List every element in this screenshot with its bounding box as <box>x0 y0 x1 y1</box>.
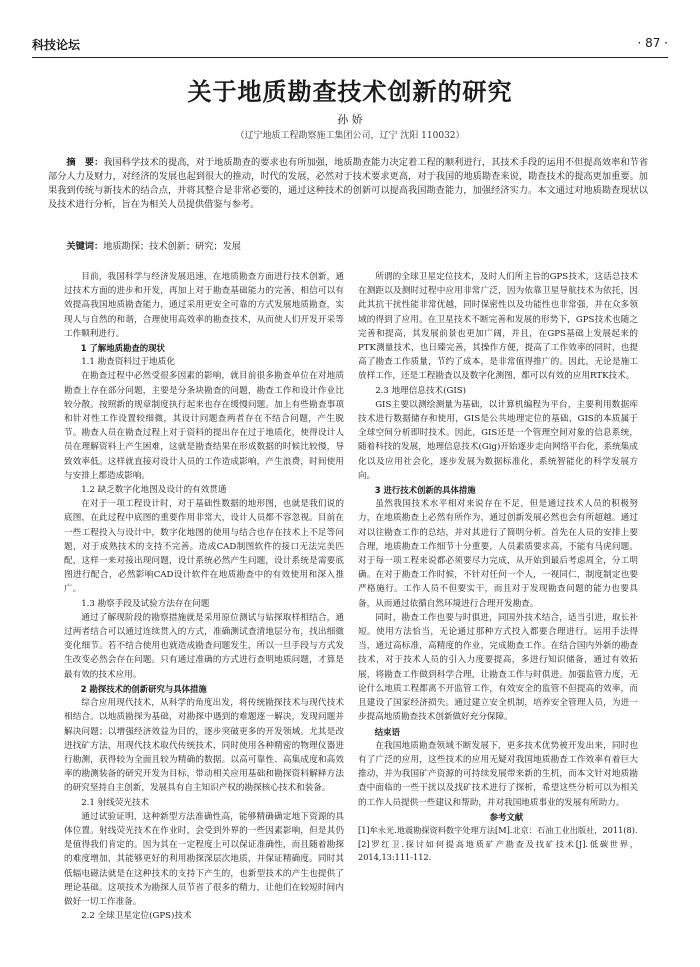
page-number: · 87 · <box>637 36 668 50</box>
paragraph: 在我国地质勘查领域不断发展下，更多技术优势被开发出来，同时也有了广泛的应用，这些技术的应用无疑对我国地质勘查工作效率有着巨大推动，并为我国矿产资源的可持续发展带来新的生机，而本文针对地质勘查中面临的一些干扰以及找矿技术进行了探析，希望这些分析可以为相关的工作人员提供一些建议和帮助，并对我国地质事业的发展有所助力。 <box>358 740 638 808</box>
subsection-heading: 1.2 缺乏数字化地图及设计的有效贯通 <box>81 485 227 496</box>
paragraph: 综合应用现代技术，从科学的角度出发，将传统勘探技术与现代技术相结合。以地质勘探为基础，对勘探中遇到的难题逐一解决，发现问题并解决问题；以增强经济效益为目的，逐步突破更多的开发领域。尤其是改进找矿方法，用现代技术取代传统技术，同时使用各种精密的物理仪器进行勘测，获得较为全面且较为精确的数据。以高可靠性、高集成度和高效率的勘测装备的研究开发为目标，带动相关应用基础和勘探资料解释方法的研究坚持自主创新，发展具有自主知识产权的勘探核心技术和装备。 <box>64 698 344 794</box>
author-affiliation: （辽宁地质工程勘察施工集团公司，辽宁 沈阳 110032） <box>235 131 465 141</box>
subsection-heading: 2.3 地理信息技术(GIS) <box>375 385 467 396</box>
subsection-heading: 2.2 全球卫星定位(GPS)技术 <box>81 911 192 922</box>
reference-entry: [1]牟永光.地震勘探资料数字处理方法[M].北京：石油工业出版社，2011(8). <box>358 824 638 835</box>
subsection-heading: 1.1 勘查资料过于地质化 <box>81 357 175 368</box>
subsection-heading: 1.3 勘察手段及试验方法存在问题 <box>81 598 210 609</box>
references-heading: 参考文献 <box>489 811 524 822</box>
paragraph: 目前，我国科学与经济发展迅速，在地质勘查方面进行技术创新，通过技术方面的进步和开发，再加上对于勘查基础能力的完善，相信可以有效提高我国地质勘查能力，通过采用更安全可靠的方式发展地质勘查，实现人与自然的和谐，合理使用高效率的勘查技术，从而使人们开发开采等工作顺利进行。 <box>64 272 344 339</box>
section-heading: 结束语 <box>374 726 400 737</box>
article-author: 孙 娇 <box>337 113 363 126</box>
article-title: 关于地质勘查技术创新的研究 <box>187 77 513 106</box>
section-heading: 2 勘探技术的创新研究与具体措施 <box>80 683 207 694</box>
abstract-text: 我国科学技术的提高，对于地质勘查的要求也有所加强，地质勘查能力决定着工程的顺利进行，其技术手段的运用不但提高效率和节省部分人力及财力，对经济的发展也起到很大的推动，时代的发展，必然对于技术要求更高，对于我国的地质勘查来说，勘查技术的提高更加重要。加果我到传统与新技术的结合点，并将其整合是非常必要的，通过这种技术的创新可以提高我国勘查能力，加强经济实力。本文通过对地质勘查现状以及技术进行分析，旨在为相关人员提供借鉴与参考。 <box>48 157 649 210</box>
section-heading: 1 了解地质勘查的现状 <box>80 343 165 354</box>
section-heading: 3 进行技术创新的具体措施 <box>374 485 476 496</box>
journal-name: 科技论坛 <box>32 38 81 52</box>
paragraph: 虽然我国技术水平相对来说存在不足，但是通过技术人员的积极努力，在地质勘查上必然有所作为，通过创新发展必然也会有所超越。通过对以往勘查工作的总结，并对其进行了简明分析。首先在人员的安排上要合理，地质勘查工作细节十分重要，人员素质要求高，不能有马虎问题。对于每一项工程来说都必须要尽力完成，从开始到最后考虑周全，分工明确。在对于勘查工作时候，不针对任何一个人，一视同仁，制度制定也要严格施行。工作人员不但要实干，而且对于发现勘查问题的能力也要具备，从而通过依循自然环境进行合理开发勘查。 <box>358 499 638 609</box>
paragraph: 在勘查过程中必然受很多因素的影响，就目前很多勘查单位在对地质勘查上存在部分问题，主要是分条块勘查的问题，勘查工作和设计作业比较分散。按照新的规章制度执行起来也存在缓慢问题。加上有些勘查事项和针对性工作设置较细微，其设计问题查两者存在不结合问题，产生脱节。勘查人员在勘查过程上对于资料的提出存在过于地质化，使得设计人员在理解资料上产生困难，这就是勘查结果在形成数据的时候比较慢，导致效率低。这样就直接对设计人员的工作造成影响，产生浪费，时间使用与安排上都造成影响。 <box>64 371 344 481</box>
subsection-heading: 2.1 射线荧光技术 <box>81 797 150 808</box>
right-column <box>358 270 638 865</box>
paragraph: 在对于一项工程设计时，对于基础性数据的地形图，也就是我们说的底图，在此过程中底图的重要作用非常大，设计人员都不容忽视。目前在一些工程投入与设计中，数字化地图的使用与结合也存在技术上不足等问题，对于成熟技术的支持不完善。造成CAD制图软件的接口无法完美匹配，这样一来对接出现问题，设计系统必然产生问题，设计系统是需要底图进行配合，必然影响CAD设计软件在地质勘查中的有效使用和深入推广。 <box>64 499 344 595</box>
abstract <box>48 156 648 212</box>
keywords-text: 地质勘探；技术创新；研究；发展 <box>103 241 241 252</box>
reference-entry: [2]罗红卫.探讨如何提高地质矿产勘查及找矿技术[J].低碳世界，2014,13:111-112. <box>358 838 638 863</box>
paragraph: 同时，勘查工作也要与时俱进，同国外技术结合，适当引进，取长补短。使用方法恰当，无论通过那种方式投入都要合理进行。运用手法得当，通过高标准，高精度的作业，完成勘查工作。在结合国内外新的勘查技术，对于技术人员的引入力度要提高，多进行知识储备，通过有效拓展，将勘查工作做到科学合理，让勘查工作与时俱进。加强监管力度，无论什么地质工程都离不开监管工作，有效安全的监管不但提高的效率，而且建设了国家经济损失。通过建立安全机制，培养安全管理人员，为进一步提高地质勘查技术创新做好充分保障。 <box>358 612 638 723</box>
running-head <box>32 36 668 52</box>
paragraph: 所谓的全球卫星定位技术，及时人们所主旨的GPS技术，这话总技术在测距以及测时过程中应用非常广泛，因为依靠卫星导航技术为依托，因此其抗干扰性能非常优越，同时保密性以及功能性也非常强，并在众多领域的得到了应用。在卫星技术不断完善和发展的形势下，GPS技术也随之完善和提高，其发展前景也更加广阔，并且，在GPS基础上发展起来的PTK测量技术，也日臻完善，其操作方便，提高了工作效率的同时，也提高了勘查工作质量，节约了成本，是非常值得推广的。因此，无论是施工放样工作，还是工程勘查以及数字化测图，都可以有效的应用RTK技术。 <box>358 272 638 382</box>
paragraph: 通过了解现阶段的勘察措施就是采用原位测试与钻探取样相结合，通过两者结合可以通过连续贯入的方式，准确测试查清地层分布，找出细微变化细节。若不结合使用也就造成勘查问题发生，所以一旦手段与方式发生改变必然会存在问题。只有通过准确的方式进行查明地质问题，才算是最有效的技术应用。 <box>64 612 344 680</box>
left-column <box>64 270 344 923</box>
keywords <box>48 240 648 254</box>
paragraph: 通过试验证明，这种新型方法准确性高，能够精确确定地下资源的具体位置。射线荧光技术在作业时，会受到外界的一些因素影响，但是其仍是值得我们肯定的。因为其在一定程度上可以保证准确性，而且随着勘探的难度增加，其能够更好的利用勘探深层次地质，并保证精确度。同时其低辐电磁法就是在这种技术的支持下产生的，也新型技术的产生也提供了理论基础。这项技术为勘探人员节省了很多的精力，让他们在较短时间内做好一切工作准备。 <box>64 811 344 907</box>
abstract-label: 摘 要： <box>66 157 104 168</box>
paragraph: GIS主要以测绘测量为基础，以计算机编程为平台，主要利用数据库技术进行数据储存和使用，GIS是公共地理定位的基础，GIS的本质属于全球空间分析即时技术。因此，GIS还是一个管理空间对象的信息系统，随着科技的发展，地理信息技术(Gig)开始逐步走向网络平台化，系统集成化以及应用社会化，逐步发展为数据标准化，系统智能化的科学发展方向。 <box>358 399 638 481</box>
header-rule <box>32 57 668 58</box>
keywords-label: 关键词： <box>66 241 104 252</box>
